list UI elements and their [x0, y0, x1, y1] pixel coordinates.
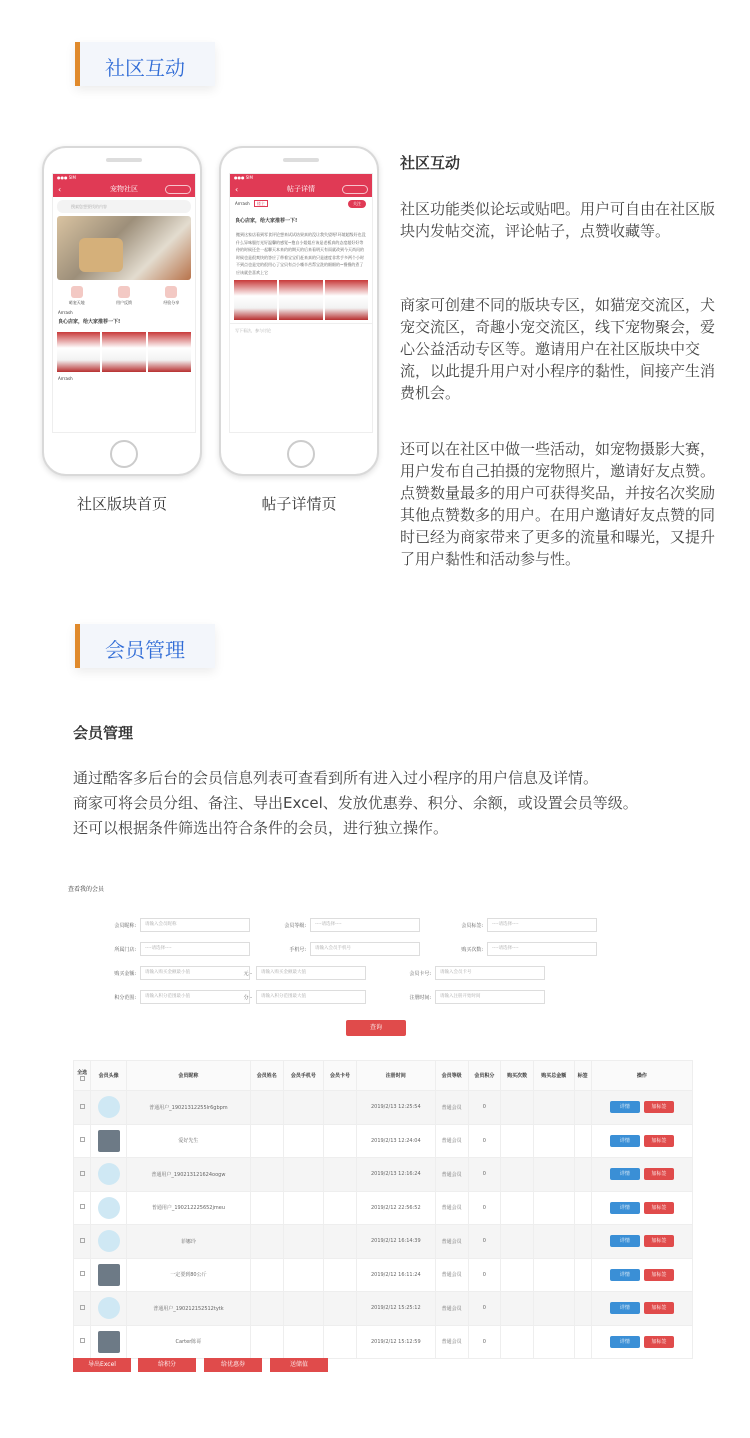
- filter-label: 购买金额:: [114, 970, 136, 977]
- actions-cell: [591, 1325, 692, 1359]
- add-tag-button[interactable]: 加标签: [644, 1168, 674, 1180]
- card-cell: [324, 1292, 357, 1326]
- capsule-menu-icon[interactable]: [165, 185, 191, 194]
- col-select-all[interactable]: 全选: [74, 1061, 91, 1091]
- purchase-count-cell: [501, 1292, 534, 1326]
- phone-screen: [52, 173, 196, 433]
- filter-input[interactable]: 请输入积分范围最大值: [256, 990, 366, 1004]
- points-cell: 0: [468, 1124, 501, 1158]
- give-balance-button[interactable]: 送储值: [270, 1358, 328, 1372]
- category-pets[interactable]: [59, 286, 95, 306]
- photo: [234, 280, 277, 320]
- name-cell: [250, 1225, 283, 1259]
- category-label: 萌宠天地: [68, 300, 85, 305]
- filter-label: 积分范围:: [114, 994, 136, 1001]
- level-cell: 普通会员: [435, 1191, 468, 1225]
- nickname-cell: 普通用户_190212225652jmeu: [126, 1191, 250, 1225]
- phone-cell: [283, 1158, 324, 1192]
- filter-input[interactable]: 请输入会员卡号: [435, 966, 545, 980]
- purchase-total-cell: [533, 1325, 574, 1359]
- col-card: 会员卡号: [324, 1061, 357, 1091]
- filter-input[interactable]: 请输入注册开始时间: [435, 990, 545, 1004]
- filter-label: 会员标签:: [461, 922, 483, 929]
- filter-amount-max: [238, 966, 366, 980]
- col-nickname: 会员昵称: [126, 1061, 250, 1091]
- purchase-count-cell: [501, 1124, 534, 1158]
- avatar-cell: [91, 1258, 127, 1292]
- member-admin-screenshot: [68, 880, 698, 1380]
- filter-points-max: [238, 990, 366, 1004]
- actions-cell: [591, 1091, 692, 1125]
- avatar-cell: [91, 1091, 127, 1125]
- filter-input[interactable]: 请输入购买金额最小值: [140, 966, 250, 980]
- tags-cell: [574, 1325, 591, 1359]
- detail-button[interactable]: 详情: [610, 1302, 640, 1314]
- actions-cell: [591, 1292, 692, 1326]
- member-table: [73, 1060, 693, 1359]
- filter-tag: [435, 918, 597, 932]
- article-heading-members: 会员管理: [73, 724, 134, 742]
- tags-cell: [574, 1124, 591, 1158]
- avatar: [98, 1331, 120, 1353]
- avatar: [98, 1130, 120, 1152]
- filter-points-min: [88, 990, 250, 1004]
- checkbox[interactable]: [80, 1171, 85, 1176]
- filter-label: 注册时间:: [409, 994, 431, 1001]
- row-checkbox-cell[interactable]: [74, 1191, 91, 1225]
- caption-post-detail: 帖子详情页: [261, 495, 337, 513]
- phone-cell: [283, 1258, 324, 1292]
- nav-title: 宠物社区: [110, 185, 138, 193]
- detail-button[interactable]: 详情: [610, 1101, 640, 1113]
- col-register-time: 注册时间: [356, 1061, 435, 1091]
- phone-cell: [283, 1325, 324, 1359]
- caption-community-home: 社区版块首页: [76, 495, 167, 513]
- filter-purchase-count: [435, 942, 597, 956]
- nickname-cell: 菲娜玲: [126, 1225, 250, 1259]
- admin-page-title: 查看我的会员: [68, 886, 105, 893]
- purchase-count-cell: [501, 1258, 534, 1292]
- post-body: 搬到这家店看到零食评论想来试试结果真的没让我失望呀!环境超级好也没什么异味服打光好温馨的感觉~抱自小姐姐应该是老板真的态度超好好等待的时候还会一起聊天本来约的期天的后来看明天有雨就改到今天尚问的时候也是很爽快的答应了带着宝宝们赶来真的只是速度非常手多两个小时不到点也是完的很用心了宝贝有点小嗓辛苦帮宝洗的细细的~慢慢的煮了应该就会喜欢上它: [236, 232, 366, 275]
- phone-screen: [229, 173, 373, 433]
- purchase-count-cell: [501, 1325, 534, 1359]
- detail-button[interactable]: 详情: [610, 1336, 640, 1348]
- filter-input[interactable]: 请输入会员手机号: [310, 942, 420, 956]
- register-time-cell: 2019/2/12 15:25:12: [356, 1292, 435, 1326]
- detail-button[interactable]: 详情: [610, 1235, 640, 1247]
- filter-label: 分 -: [243, 994, 252, 1001]
- filter-select[interactable]: ----请选择----: [487, 918, 597, 932]
- table-row: [74, 1091, 693, 1125]
- name-cell: [250, 1191, 283, 1225]
- col-points: 会员积分: [468, 1061, 501, 1091]
- post-photos: [57, 332, 191, 372]
- phone-cell: [283, 1091, 324, 1125]
- col-actions: 操作: [591, 1061, 692, 1091]
- filter-label: 手机号:: [289, 946, 306, 953]
- filter-input[interactable]: 请输入积分范围最小值: [140, 990, 250, 1004]
- banner-image[interactable]: [57, 216, 191, 280]
- back-icon[interactable]: ‹: [235, 185, 239, 194]
- phone-speaker: [283, 158, 319, 162]
- register-time-cell: 2019/2/13 12:16:24: [356, 1158, 435, 1192]
- post-title: 良心店家，给大家推荐一下!: [58, 319, 121, 325]
- actions-cell: [591, 1191, 692, 1225]
- section-tag-label: 社区互动: [105, 56, 185, 80]
- add-tag-button[interactable]: 加标签: [644, 1302, 674, 1314]
- nav-bar: [53, 182, 195, 197]
- register-time-cell: 2019/2/12 22:56:52: [356, 1191, 435, 1225]
- add-tag-button[interactable]: 加标签: [644, 1101, 674, 1113]
- photo: [57, 332, 100, 372]
- tags-cell: [574, 1158, 591, 1192]
- avatar-cell: [91, 1325, 127, 1359]
- avatar-cell: [91, 1124, 127, 1158]
- post-card[interactable]: [53, 372, 195, 385]
- article-heading-community: 社区互动: [400, 154, 461, 172]
- points-cell: 0: [468, 1325, 501, 1359]
- detail-button[interactable]: 详情: [610, 1168, 640, 1180]
- filter-level: [258, 918, 420, 932]
- purchase-total-cell: [533, 1225, 574, 1259]
- filter-input[interactable]: 请输入会员昵称: [140, 918, 250, 932]
- row-checkbox-cell[interactable]: [74, 1292, 91, 1326]
- photo: [148, 332, 191, 372]
- nickname-cell: 普通用户_190212152512tytk: [126, 1292, 250, 1326]
- avatar: [98, 1163, 120, 1185]
- purchase-total-cell: [533, 1158, 574, 1192]
- purchase-total-cell: [533, 1124, 574, 1158]
- card-cell: [324, 1091, 357, 1125]
- nav-bar: [230, 182, 372, 197]
- add-tag-button[interactable]: 加标签: [644, 1135, 674, 1147]
- table-row: [74, 1225, 693, 1259]
- comment-input[interactable]: 写下看法，参与讨论: [235, 328, 271, 333]
- add-tag-button[interactable]: 加标签: [644, 1269, 674, 1281]
- table-row: [74, 1191, 693, 1225]
- chat-icon: [165, 286, 177, 298]
- filter-input[interactable]: 请输入购买金额最大值: [256, 966, 366, 980]
- category-label: 用户反馈: [115, 300, 132, 305]
- post-title: 良心店家，给大家推荐一下!: [235, 218, 298, 224]
- purchase-total-cell: [533, 1091, 574, 1125]
- points-cell: 0: [468, 1292, 501, 1326]
- level-cell: 普通会员: [435, 1225, 468, 1259]
- tags-cell: [574, 1292, 591, 1326]
- row-checkbox-cell[interactable]: [74, 1124, 91, 1158]
- register-time-cell: 2019/2/13 12:25:54: [356, 1091, 435, 1125]
- avatar: [98, 1230, 120, 1252]
- avatar: [98, 1264, 120, 1286]
- nickname-cell: Carter陈哥: [126, 1325, 250, 1359]
- register-time-cell: 2019/2/12 16:14:39: [356, 1225, 435, 1259]
- phone-mockup-post-detail: [219, 146, 379, 476]
- avatar: [98, 1197, 120, 1219]
- status-bar: ●●● SIM: [53, 174, 195, 182]
- phone-cell: [283, 1292, 324, 1326]
- level-cell: 普通会员: [435, 1091, 468, 1125]
- card-cell: [324, 1158, 357, 1192]
- table-row: [74, 1292, 693, 1326]
- bone-icon: [118, 286, 130, 298]
- purchase-total-cell: [533, 1258, 574, 1292]
- level-cell: 普通会员: [435, 1158, 468, 1192]
- tags-cell: [574, 1091, 591, 1125]
- article-paragraph-2: 商家可创建不同的版块专区，如猫宠交流区，犬宠交流区，奇趣小宠交流区，线下宠物聚会，爱心公益活动专区等。邀请用户在社区版块中交流，以此提升用户对小程序的黏性，间接产生消费机会。: [400, 296, 716, 402]
- points-cell: 0: [468, 1091, 501, 1125]
- checkbox[interactable]: [80, 1305, 85, 1310]
- phone-cell: [283, 1124, 324, 1158]
- give-coupon-button[interactable]: 给优惠券: [204, 1358, 262, 1372]
- detail-button[interactable]: 详情: [610, 1202, 640, 1214]
- checkbox[interactable]: [80, 1204, 85, 1209]
- post-author: Arrrash: [235, 201, 250, 206]
- name-cell: [250, 1091, 283, 1125]
- home-button: [110, 440, 138, 468]
- card-cell: [324, 1225, 357, 1259]
- card-cell: [324, 1124, 357, 1158]
- register-time-cell: 2019/2/12 15:12:59: [356, 1325, 435, 1359]
- author-badge: 楼主: [254, 200, 268, 207]
- tags-cell: [574, 1258, 591, 1292]
- col-level: 会员等级: [435, 1061, 468, 1091]
- tags-cell: [574, 1225, 591, 1259]
- actions-cell: [591, 1124, 692, 1158]
- points-cell: 0: [468, 1258, 501, 1292]
- checkbox[interactable]: [80, 1271, 85, 1276]
- register-time-cell: 2019/2/13 12:24:04: [356, 1124, 435, 1158]
- actions-cell: [591, 1258, 692, 1292]
- avatar-cell: [91, 1225, 127, 1259]
- post-author: Arrrash: [58, 310, 73, 315]
- banner-pet-image: [79, 238, 123, 272]
- filter-select[interactable]: ----请选择----: [310, 918, 420, 932]
- purchase-count-cell: [501, 1091, 534, 1125]
- purchase-count-cell: [501, 1191, 534, 1225]
- col-purchase-count: 购买次数: [501, 1061, 534, 1091]
- home-button: [287, 440, 315, 468]
- comment-bar[interactable]: [230, 323, 372, 338]
- checkbox[interactable]: [80, 1338, 85, 1343]
- avatar-cell: [91, 1292, 127, 1326]
- filter-phone: [258, 942, 420, 956]
- nickname-cell: 一定要到80公斤: [126, 1258, 250, 1292]
- filter-label: 购买次数:: [461, 946, 483, 953]
- purchase-count-cell: [501, 1158, 534, 1192]
- post-card[interactable]: [53, 306, 195, 332]
- category-label: 经验分享: [163, 300, 180, 305]
- card-cell: [324, 1258, 357, 1292]
- post-author: Arrrash: [58, 376, 73, 381]
- phone-cell: [283, 1225, 324, 1259]
- actions-cell: [591, 1225, 692, 1259]
- give-points-button[interactable]: 给积分: [138, 1358, 196, 1372]
- article-paragraph-1: 社区功能类似论坛或贴吧。用户可自由在社区版块内发帖交流，评论帖子，点赞收藏等。: [400, 200, 716, 240]
- points-cell: 0: [468, 1225, 501, 1259]
- search-input[interactable]: [57, 200, 191, 213]
- phone-speaker: [106, 158, 142, 162]
- category-feedback[interactable]: [106, 286, 142, 306]
- purchase-count-cell: [501, 1225, 534, 1259]
- members-line-1: 通过酷客多后台的会员信息列表可查看到所有进入过小程序的用户信息及详情。: [73, 769, 599, 787]
- export-excel-button[interactable]: 导出Excel: [73, 1358, 131, 1372]
- filter-nickname: [88, 918, 250, 932]
- avatar: [98, 1096, 120, 1118]
- nickname-cell: 爱好先生: [126, 1124, 250, 1158]
- points-cell: 0: [468, 1191, 501, 1225]
- add-tag-button[interactable]: 加标签: [644, 1235, 674, 1247]
- name-cell: [250, 1124, 283, 1158]
- nickname-cell: 普通用户_190213121624oogw: [126, 1158, 250, 1192]
- nickname-cell: 普通用户_19021312255lr6gbpm: [126, 1091, 250, 1125]
- filter-label: 会员等级:: [284, 922, 306, 929]
- name-cell: [250, 1158, 283, 1192]
- col-name: 会员姓名: [250, 1061, 283, 1091]
- checkbox[interactable]: [80, 1076, 85, 1081]
- back-icon[interactable]: ‹: [58, 185, 62, 194]
- level-cell: 普通会员: [435, 1124, 468, 1158]
- filter-register-time: [383, 990, 545, 1004]
- col-tags: 标签: [574, 1061, 591, 1091]
- table-row: [74, 1124, 693, 1158]
- status-bar: ●●● SIM: [230, 174, 372, 182]
- name-cell: [250, 1292, 283, 1326]
- members-line-3: 还可以根据条件筛选出符合条件的会员，进行独立操作。: [73, 819, 449, 837]
- col-avatar: 会员头像: [91, 1061, 127, 1091]
- points-cell: 0: [468, 1158, 501, 1192]
- post-header: [230, 197, 372, 231]
- members-line-2: 商家可将会员分组、备注、导出Excel、发放优惠券、积分、余额，或设置会员等级。: [73, 794, 638, 812]
- filter-label: 所属门店:: [114, 946, 136, 953]
- row-checkbox-cell[interactable]: [74, 1158, 91, 1192]
- filter-card-no: [383, 966, 545, 980]
- add-tag-button[interactable]: 加标签: [644, 1336, 674, 1348]
- actions-cell: [591, 1158, 692, 1192]
- follow-button[interactable]: 关注: [348, 200, 366, 208]
- photo: [102, 332, 145, 372]
- name-cell: [250, 1325, 283, 1359]
- filter-label: 会员昵称:: [114, 922, 136, 929]
- filter-select[interactable]: ----请选择----: [487, 942, 597, 956]
- row-checkbox-cell[interactable]: [74, 1091, 91, 1125]
- section-tag-label: 会员管理: [105, 638, 185, 662]
- table-header-row: [74, 1061, 693, 1091]
- nav-title: 帖子详情: [287, 185, 315, 193]
- category-share[interactable]: [153, 286, 189, 306]
- purchase-total-cell: [533, 1292, 574, 1326]
- avatar-cell: [91, 1191, 127, 1225]
- capsule-menu-icon[interactable]: [342, 185, 368, 194]
- table-row: [74, 1158, 693, 1192]
- level-cell: 普通会员: [435, 1292, 468, 1326]
- detail-button[interactable]: 详情: [610, 1269, 640, 1281]
- section-tag-members: [75, 624, 215, 668]
- checkbox[interactable]: [80, 1238, 85, 1243]
- post-photos: [234, 280, 368, 320]
- register-time-cell: 2019/2/12 16:11:24: [356, 1258, 435, 1292]
- search-placeholder: 搜索您想要找的内容: [71, 204, 107, 209]
- col-purchase-total: 购买总金额: [533, 1061, 574, 1091]
- row-checkbox-cell[interactable]: [74, 1225, 91, 1259]
- filter-label: 会员卡号:: [409, 970, 431, 977]
- avatar: [98, 1297, 120, 1319]
- section-tag-community: [75, 42, 215, 86]
- name-cell: [250, 1258, 283, 1292]
- card-cell: [324, 1191, 357, 1225]
- col-phone: 会员手机号: [283, 1061, 324, 1091]
- filter-select[interactable]: ----请选择----: [140, 942, 250, 956]
- level-cell: 普通会员: [435, 1325, 468, 1359]
- phone-mockup-community-home: [42, 146, 202, 476]
- photo: [325, 280, 368, 320]
- filter-amount-min: [88, 966, 250, 980]
- level-cell: 普通会员: [435, 1258, 468, 1292]
- detail-button[interactable]: 详情: [610, 1135, 640, 1147]
- filter-label: 元 -: [243, 970, 252, 977]
- table-row: [74, 1258, 693, 1292]
- paw-icon: [71, 286, 83, 298]
- checkbox[interactable]: [80, 1137, 85, 1142]
- photo: [279, 280, 322, 320]
- filter-store: [88, 942, 250, 956]
- add-tag-button[interactable]: 加标签: [644, 1202, 674, 1214]
- search-button[interactable]: 查询: [346, 1020, 406, 1036]
- article-paragraph-3: 还可以在社区中做一些活动，如宠物摄影大赛，用户发布自己拍摄的宠物照片，邀请好友点赞。点赞数量最多的用户可获得奖品，并按名次奖励其他点赞数多的用户。在用户邀请好友点赞的同时已经为商家带来了更多的流量和曝光，又提升了用户黏性和活动参与性。: [400, 440, 716, 568]
- avatar-cell: [91, 1158, 127, 1192]
- tags-cell: [574, 1191, 591, 1225]
- table-row: [74, 1325, 693, 1359]
- phone-cell: [283, 1191, 324, 1225]
- checkbox[interactable]: [80, 1104, 85, 1109]
- row-checkbox-cell[interactable]: [74, 1258, 91, 1292]
- category-icons: [53, 286, 195, 306]
- card-cell: [324, 1325, 357, 1359]
- purchase-total-cell: [533, 1191, 574, 1225]
- row-checkbox-cell[interactable]: [74, 1325, 91, 1359]
